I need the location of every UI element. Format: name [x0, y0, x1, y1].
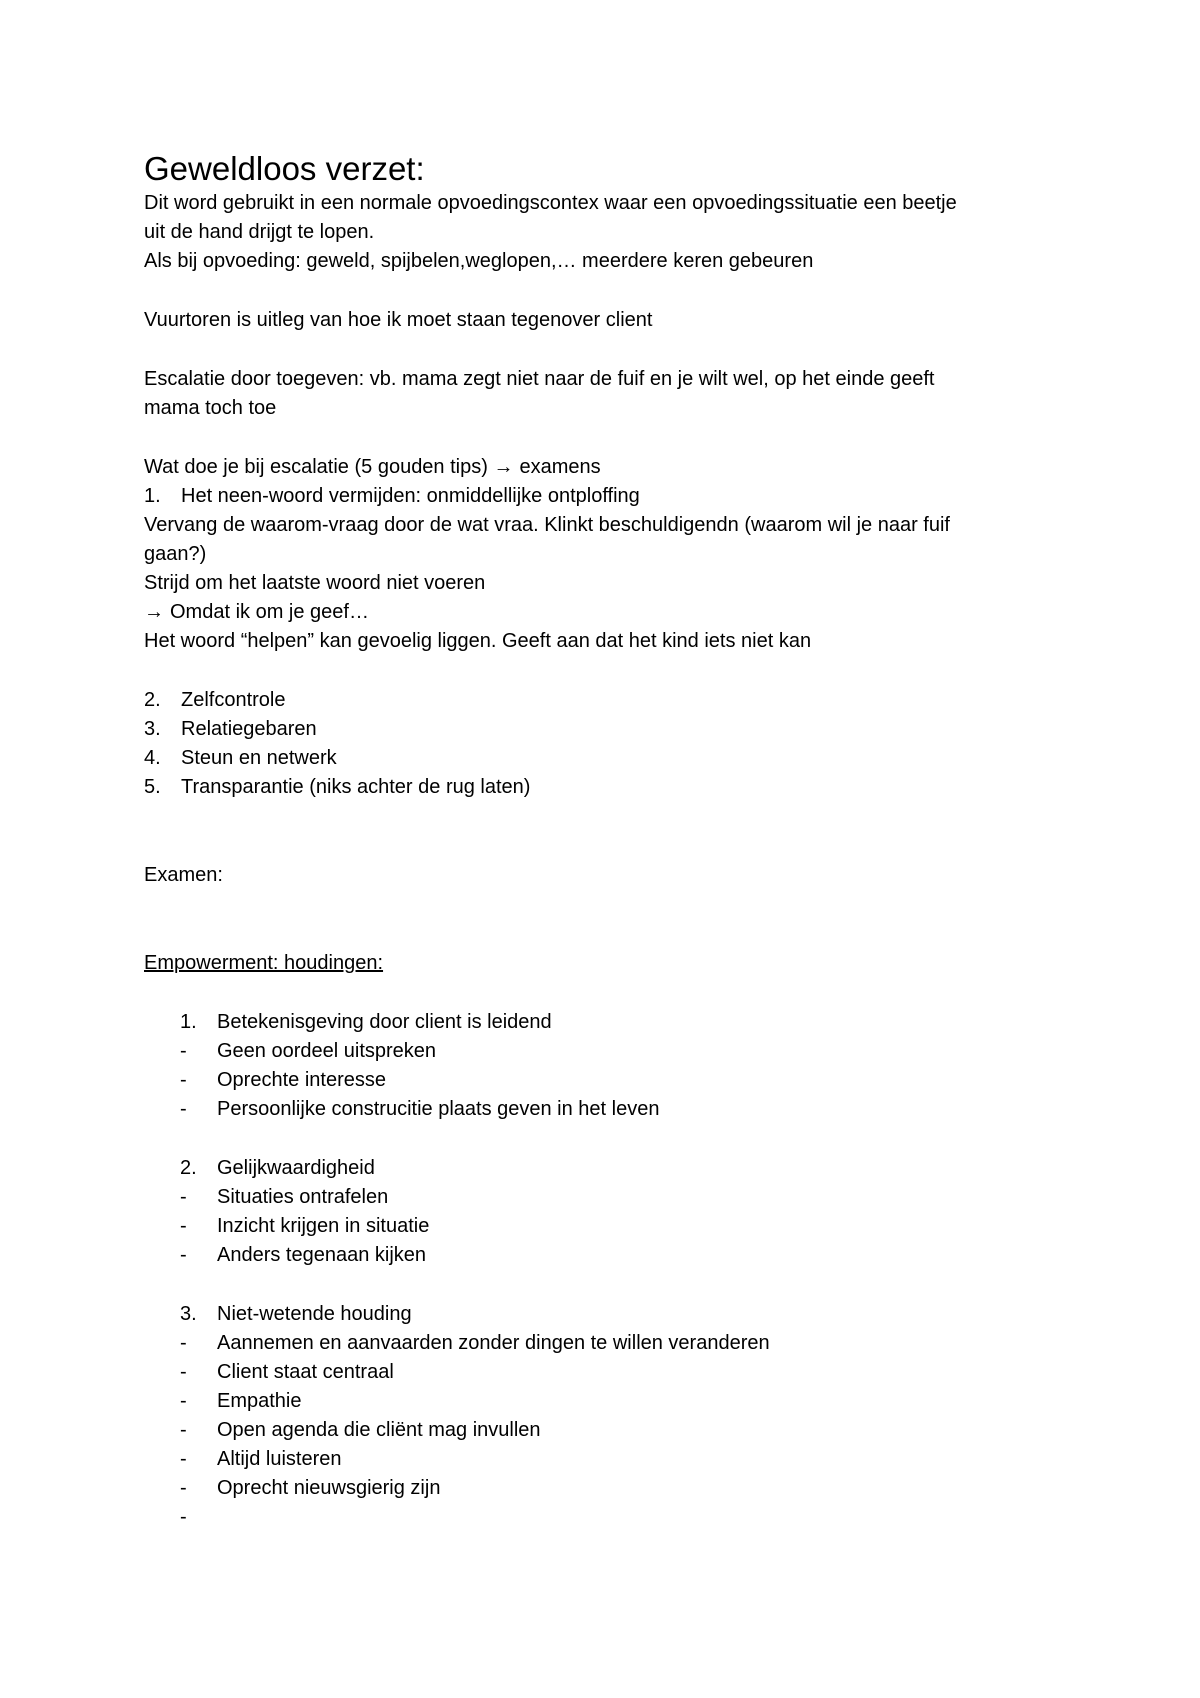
document-title: Geweldloos verzet: [144, 150, 425, 187]
houding-title: Niet-wetende houding [217, 1303, 412, 1325]
list-item: Altijd luisteren [217, 1448, 342, 1470]
intro-line-2: uit de hand drijgt te lopen. [144, 221, 375, 243]
escalatie-line-2: mama toch toe [144, 397, 277, 419]
list-item: Client staat centraal [217, 1361, 394, 1383]
tips-heading-examens: examens [519, 456, 601, 478]
bullet-dash: - [180, 1040, 187, 1062]
document-page [144, 0, 1074, 1698]
bullet-dash: - [180, 1098, 187, 1120]
bullet-dash: - [180, 1332, 187, 1354]
tip-detail-4-text: Omdat ik om je geef… [170, 601, 369, 623]
tip-text: Het neen-woord vermijden: onmiddellijke ontploffing [181, 485, 640, 507]
list-item: Empathie [217, 1390, 302, 1412]
tip-text: Relatiegebaren [181, 718, 317, 740]
tip-number: 2. [144, 689, 161, 711]
arrow-right-icon: → [144, 601, 164, 623]
houding-number: 2. [180, 1157, 197, 1179]
tips-heading-text: Wat doe je bij escalatie (5 gouden tips) [144, 456, 488, 478]
bullet-dash: - [180, 1448, 187, 1470]
tip-detail-1: Vervang de waarom-vraag door de wat vraa. Klinkt beschuldigendn (waarom wil je naar fuif [144, 514, 950, 536]
houding-number: 1. [180, 1011, 197, 1033]
tip-number: 4. [144, 747, 161, 769]
tip-item-5 [144, 772, 530, 802]
tip-number: 3. [144, 718, 161, 740]
houding-title: Betekenisgeving door client is leidend [217, 1011, 552, 1033]
bullet-dash: - [180, 1419, 187, 1441]
bullet-dash: - [180, 1390, 187, 1412]
houding-number: 3. [180, 1303, 197, 1325]
list-item: Inzicht krijgen in situatie [217, 1215, 430, 1237]
tip-item-3 [144, 714, 317, 744]
vuurtoren-line: Vuurtoren is uitleg van hoe ik moet staan tegenover client [144, 309, 653, 331]
tip-detail-3: Strijd om het laatste woord niet voeren [144, 572, 486, 594]
list-item: Oprecht nieuwsgierig zijn [217, 1477, 441, 1499]
arrow-right-icon: → [493, 456, 514, 478]
list-item: Persoonlijke construcitie plaats geven in het leven [217, 1098, 660, 1120]
empowerment-heading: Empowerment: houdingen: [144, 952, 384, 974]
list-item: Oprechte interesse [217, 1069, 386, 1091]
tips-heading [144, 452, 601, 482]
tip-detail-4 [144, 597, 369, 627]
tip-text: Steun en netwerk [181, 747, 337, 769]
tip-text: Zelfcontrole [181, 689, 286, 711]
list-item: Geen oordeel uitspreken [217, 1040, 437, 1062]
tip-detail-5: Het woord “helpen” kan gevoelig liggen. Geeft aan dat het kind iets niet kan [144, 630, 812, 652]
bullet-dash: - [180, 1506, 187, 1528]
intro-line-1: Dit word gebruikt in een normale opvoedingscontex waar een opvoedingssituatie een beetje [144, 192, 957, 214]
bullet-dash: - [180, 1186, 187, 1208]
tip-item-2 [144, 685, 286, 715]
list-item: Anders tegenaan kijken [217, 1244, 427, 1266]
tip-text: Transparantie (niks achter de rug laten) [181, 776, 531, 798]
bullet-dash: - [180, 1244, 187, 1266]
list-item: Open agenda die cliënt mag invullen [217, 1419, 541, 1441]
houding-title: Gelijkwaardigheid [217, 1157, 375, 1179]
tip-item-4 [144, 743, 337, 773]
bullet-dash: - [180, 1361, 187, 1383]
list-item: Aannemen en aanvaarden zonder dingen te willen veranderen [217, 1332, 770, 1354]
bullet-dash: - [180, 1477, 187, 1499]
tip-detail-2: gaan?) [144, 543, 207, 565]
bullet-dash: - [180, 1215, 187, 1237]
intro-line-3: Als bij opvoeding: geweld, spijbelen,weglopen,… meerdere keren gebeuren [144, 250, 814, 272]
bullet-dash: - [180, 1069, 187, 1091]
examen-label: Examen: [144, 864, 223, 886]
escalatie-line-1: Escalatie door toegeven: vb. mama zegt niet naar de fuif en je wilt wel, op het einde geeft [144, 368, 935, 390]
tip-number: 5. [144, 776, 161, 798]
tip-item-1 [144, 481, 640, 511]
tip-number: 1. [144, 485, 161, 507]
list-item: Situaties ontrafelen [217, 1186, 389, 1208]
